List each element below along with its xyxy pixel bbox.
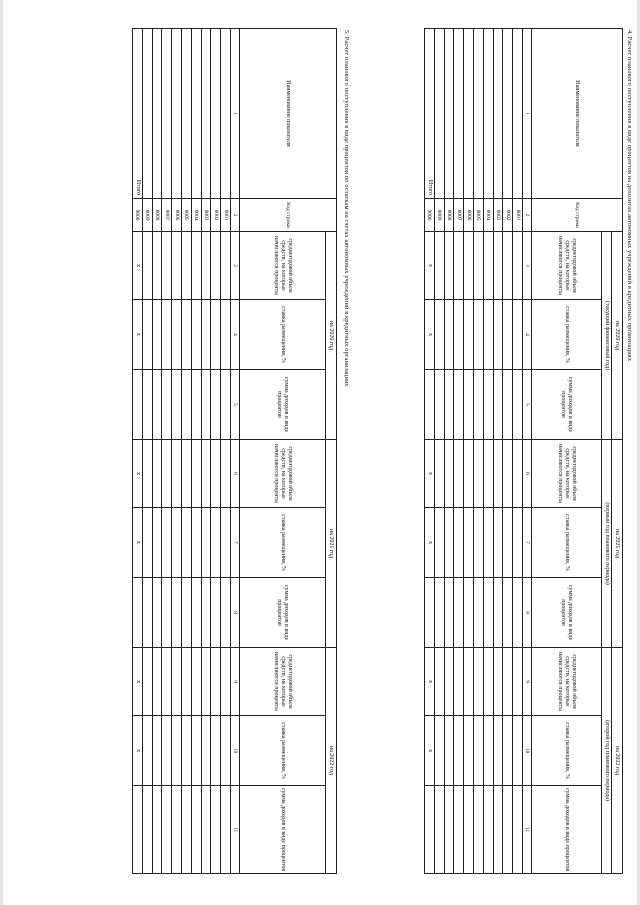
table-row — [211, 29, 221, 874]
section4-period-header: (первый год планового периода) — [602, 440, 612, 648]
table-row — [493, 29, 503, 874]
row-code: 0004 — [483, 199, 493, 232]
x-mark: х — [425, 648, 435, 716]
section4-sub-header: среднегодовой объем средств, на которые начисляются проценты — [532, 232, 602, 300]
section5-name-header: Наименование показателя — [240, 29, 337, 199]
section4-colnum: 3 — [523, 232, 532, 300]
section4-colnum: 9 — [523, 648, 532, 716]
section4-year-header: на 2021 год — [612, 440, 623, 648]
row-code: 0007 — [454, 199, 464, 232]
section5-sub-header: сумма доходов в виде процентов — [240, 370, 326, 440]
table-row — [464, 29, 474, 874]
total-row — [425, 29, 435, 874]
section4-year-header: на 2020 год — [612, 232, 623, 440]
row-code: 0008 — [444, 199, 454, 232]
section4-colnum: 6 — [523, 440, 532, 508]
section5-colnum: 9 — [231, 648, 240, 716]
table-row — [221, 29, 231, 874]
x-mark: х — [425, 300, 435, 370]
section5-colnum: 11 — [231, 786, 240, 874]
total-row — [133, 29, 143, 874]
section4-sub-header: сумма доходов в виде процентов — [532, 578, 602, 648]
total-label: Итого — [425, 29, 435, 199]
section5-title: 5. Расчет планового поступления в виде процентов по остаткам на счетах автономных учреждений в кредитных организациях — [343, 30, 350, 387]
row-code: 0006 — [172, 199, 182, 232]
section5-year-header: на 2020 год — [326, 232, 337, 440]
x-mark: х — [133, 716, 143, 786]
row-code: 0001 — [221, 199, 231, 232]
table-row — [182, 29, 192, 874]
section5-colnum: 2 — [231, 199, 240, 232]
table-row — [162, 29, 172, 874]
section5-sub-header: сумма доходов в виде процентов — [240, 578, 326, 648]
section4-colnum: 1 — [523, 29, 532, 199]
section5-colnum: 7 — [231, 508, 240, 578]
row-code: 0007 — [162, 199, 172, 232]
section4-name-header: Наименование показателя — [532, 29, 623, 199]
x-mark: х — [425, 232, 435, 300]
x-mark: х — [133, 232, 143, 300]
x-mark: х — [133, 648, 143, 716]
table-row — [142, 29, 152, 874]
section4-sub-header: ставка размещения, % — [532, 508, 602, 578]
table-row — [444, 29, 454, 874]
section5-colnum: 10 — [231, 716, 240, 786]
table-row — [191, 29, 201, 874]
x-mark: х — [133, 508, 143, 578]
table-row — [503, 29, 513, 874]
row-code: 0008 — [152, 199, 162, 232]
row-code: 0009 — [434, 199, 444, 232]
section4-period-header: (второй год планового периода) — [602, 648, 612, 874]
x-mark: х — [133, 440, 143, 508]
table-row — [474, 29, 484, 874]
total-label: Итого — [133, 29, 143, 199]
section5-colnum: 6 — [231, 440, 240, 508]
section4-colnum: 2 — [523, 199, 532, 232]
row-code: 0005 — [182, 199, 192, 232]
section4-sub-header: ставка размещения, % — [532, 716, 602, 786]
section5-sub-header: ставка размещения, % — [240, 300, 326, 370]
section5-sub-header: ставка размещения, % — [240, 716, 326, 786]
section4-sub-header: ставка размещения, % — [532, 300, 602, 370]
section5-sub-header: среднегодовой объем средств, на которые начисляются проценты — [240, 440, 326, 508]
section4-code-header: Код строки — [532, 199, 623, 232]
section5-sub-header: среднегодовой объем средств, на которые начисляются проценты — [240, 648, 326, 716]
rotated-landscape-page — [3, 0, 637, 905]
section5-year-header: на 2021 год — [326, 440, 337, 648]
row-code: 0006 — [464, 199, 474, 232]
row-code: 0004 — [191, 199, 201, 232]
section5-sub-header: ставка размещения, % — [240, 508, 326, 578]
section4-sub-header: сумма доходов в виде процентов — [532, 786, 602, 874]
row-code: 0003 — [493, 199, 503, 232]
row-code: 0003 — [201, 199, 211, 232]
x-mark: х — [133, 300, 143, 370]
section5-colnum: 8 — [231, 578, 240, 648]
section5-colnum: 1 — [231, 29, 240, 199]
table-row — [454, 29, 464, 874]
row-code: 0002 — [503, 199, 513, 232]
section5-sub-header: сумма доходов в виде процентов — [240, 786, 326, 874]
section4-period-header: (текущий финансовый год) — [602, 232, 612, 440]
table-row — [201, 29, 211, 874]
row-code: 0009 — [142, 199, 152, 232]
section4-colnum: 10 — [523, 716, 532, 786]
section4-sub-header: среднегодовой объем средств, на которые начисляются проценты — [532, 648, 602, 716]
table-row — [172, 29, 182, 874]
row-code: 0001 — [513, 199, 523, 232]
row-code: 0005 — [474, 199, 484, 232]
table-row — [434, 29, 444, 874]
section5-colnum: 4 — [231, 300, 240, 370]
section4-colnum: 11 — [523, 786, 532, 874]
section4-table — [424, 28, 623, 874]
row-code: 0002 — [211, 199, 221, 232]
section4-colnum: 7 — [523, 508, 532, 578]
table-row — [483, 29, 493, 874]
section4-colnum: 4 — [523, 300, 532, 370]
section5-table — [132, 28, 337, 874]
x-mark: х — [425, 716, 435, 786]
section5-code-header: Код строки — [240, 199, 337, 232]
section4-colnum: 8 — [523, 578, 532, 648]
table-row — [513, 29, 523, 874]
section4-colnum: 5 — [523, 370, 532, 440]
section5-colnum: 5 — [231, 370, 240, 440]
x-mark: х — [425, 508, 435, 578]
section4-sub-header: сумма доходов в виде процентов — [532, 370, 602, 440]
section5-year-header: на 2022 год — [326, 648, 337, 874]
section5-sub-header: среднегодовой объем средств, на которые начисляются проценты — [240, 232, 326, 300]
section4-sub-header: среднегодовой объем средств, на которые начисляются проценты — [532, 440, 602, 508]
document-page — [3, 0, 637, 905]
total-code: 9000 — [425, 199, 435, 232]
table-row — [152, 29, 162, 874]
section5-colnum: 3 — [231, 232, 240, 300]
section4-year-header: на 2022 год — [612, 648, 623, 874]
total-code: 9000 — [133, 199, 143, 232]
x-mark: х — [425, 440, 435, 508]
section4-title: 4. Расчет планового поступления в виде процентов на депозитах автономных учреждений в кредитных организациях — [626, 30, 633, 362]
